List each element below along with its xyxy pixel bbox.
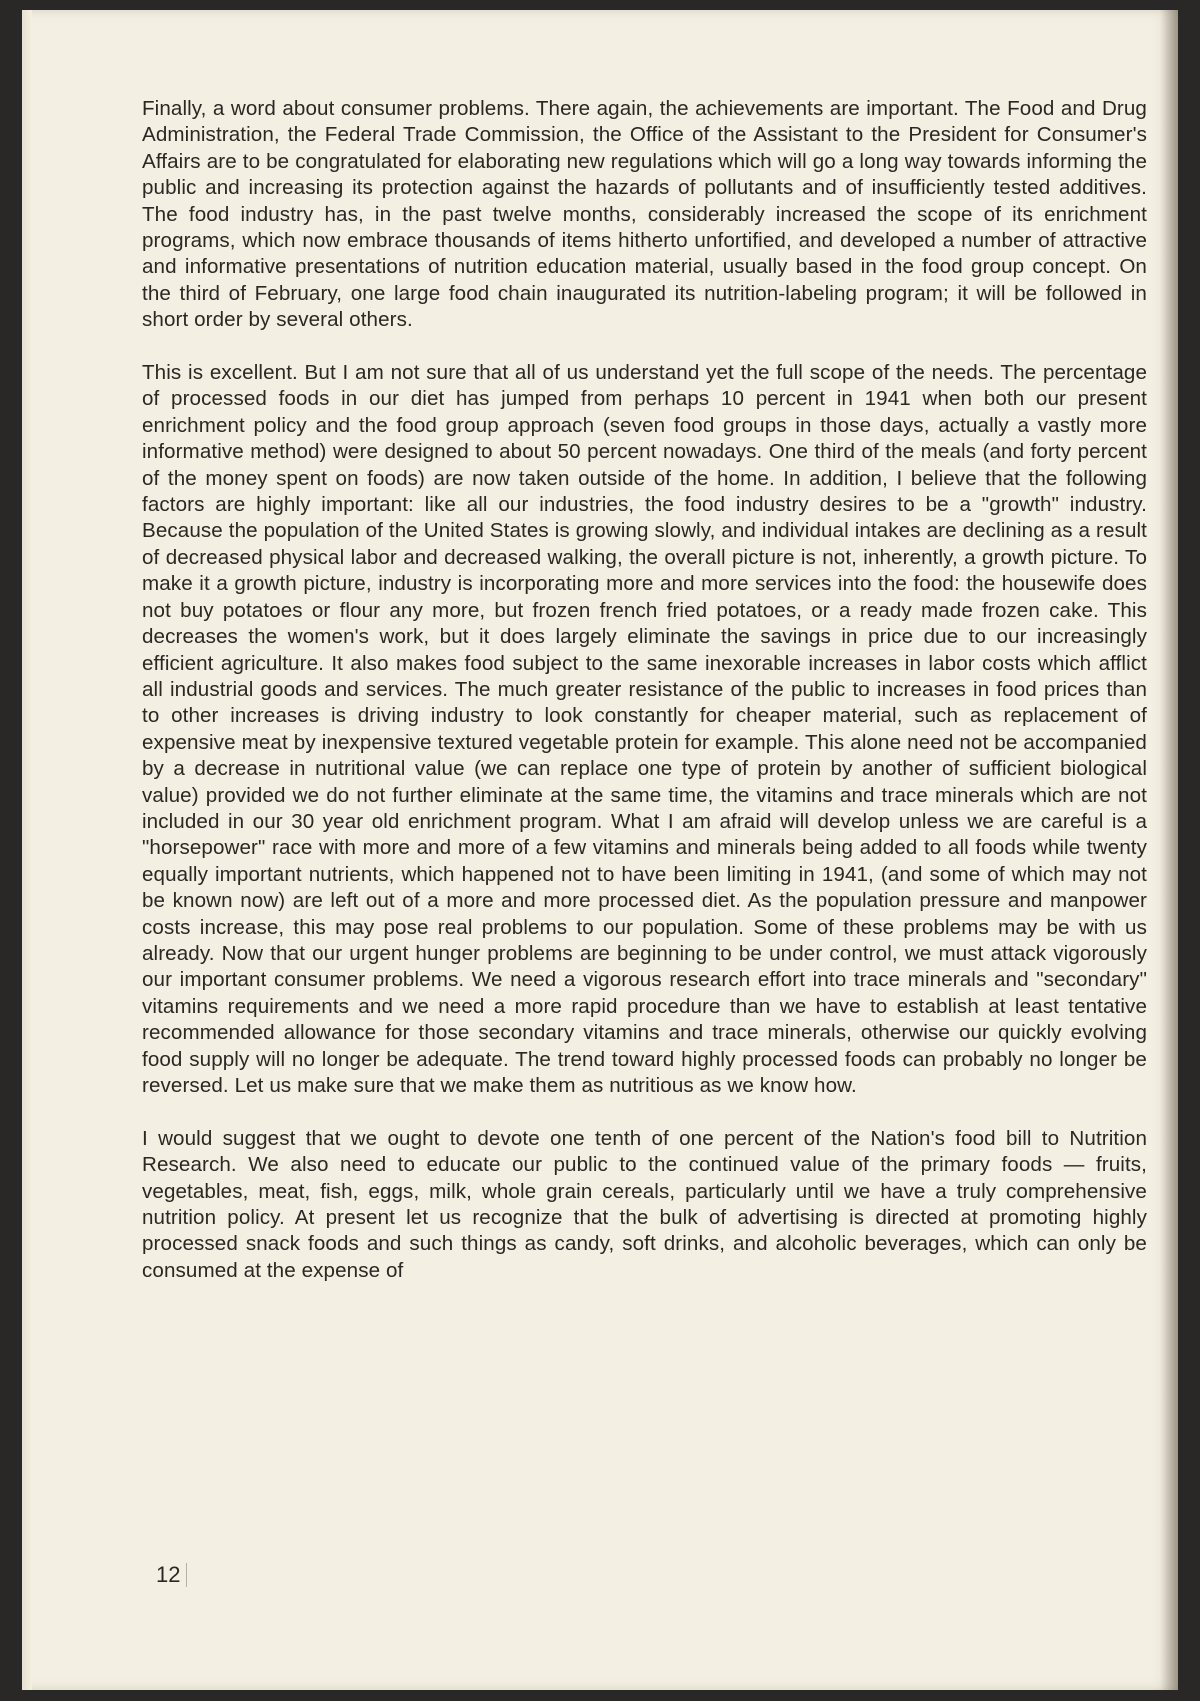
page-edge [22, 10, 32, 1690]
paragraph-nutrition-research: I would suggest that we ought to devote one tenth of one percent of the Nation's food bill to Nutrition Research. We also need to educate our public to the continued value of the primary foods — fruits, vegetables, meat, fish, eggs, milk, whole grain cereals, particularly until we have a truly comprehensive nutrition policy. At present let us recognize that the bulk of advertising is directed at promoting highly processed snack foods and such things as candy, soft drinks, and alcoholic beverages, which can only be consumed at the expense of [142, 1126, 1147, 1282]
body-text [142, 96, 1147, 1311]
paragraph-scope-of-needs: This is excellent. But I am not sure that all of us understand yet the full scope of the needs. The percentage of processed foods in our diet has jumped from perhaps 10 percent in 1941 when both our present enrichment policy and the food group approach (seven food groups in those days, actually a vastly more informative method) were designed to about 50 percent nowadays. One third of the meals (and forty percent of the money spent on foods) are now taken outside of the home. In addition, I believe that the following factors are highly important: like all our industries, the food industry desires to be a "growth" industry. Because the population of the United States is growing slowly, and individual intakes are declining as a result of decreased physical labor and decreased walking, the overall picture is not, inherently, a growth picture. To make it a growth picture, industry is incorporating more and more services into the food: the housewife does not buy potatoes or flour any more, but frozen french fried potatoes, or a ready made frozen cake. This decreases the women's work, but it does largely eliminate the savings in price due to our increasingly efficient agriculture. It also makes food subject to the same inexorable increases in labor costs which afflict all industrial goods and services. The much greater resistance of the public to increases in food prices than to other increases is driving industry to look constantly for cheaper material, such as replacement of expensive meat by inexpensive textured vegetable protein for example. This alone need not be accompanied by a decrease in nutritional value (we can replace one type of protein by another of sufficient biological value) provided we do not further eliminate at the same time, the vitamins and trace minerals which are not included in our 30 year old enrichment program. What I am afraid will develop unless we are careful is a "horsepower" race with more and more of a few vitamins and minerals being added to all foods while twenty equally important nutrients, which happened not to have been limiting in 1941, (and some of which may not be known now) are left out of a more and more processed diet. As the population pressure and manpower costs increase, this may pose real problems to our population. Some of these problems may be with us already. Now that our urgent hunger problems are beginning to be under control, we must attack vigorously our important consumer problems. We need a vigorous research effort into trace minerals and "secondary" vitamins requirements and we need a more rapid procedure than we have to establish at least tentative recommended allowance for those secondary vitamins and trace minerals, otherwise our quickly evolving food supply will no longer be adequate. The trend toward highly processed foods can probably no longer be reversed. Let us make sure that we make them as nutritious as we know how. [142, 361, 1147, 1098]
spine-shadow [1160, 10, 1178, 1690]
document-page [22, 10, 1178, 1690]
paragraph-consumer-problems: Finally, a word about consumer problems. There again, the achievements are important. The Food and Drug Administration, the Federal Trade Commission, the Office of the Assistant to the President for Consumer's Affairs are to be congratulated for elaborating new regulations which will go a long way towards informing the public and increasing its protection against the hazards of pollutants and of insufficiently tested additives. The food industry has, in the past twelve months, considerably increased the scope of its enrichment programs, which now embrace thousands of items hitherto unfortified, and developed a number of attractive and informative presentations of nutrition education material, usually based in the food group concept. On the third of February, one large food chain inaugurated its nutrition-labeling program; it will be followed in short order by several others. [142, 97, 1147, 332]
page-number: 12 [156, 1563, 187, 1587]
